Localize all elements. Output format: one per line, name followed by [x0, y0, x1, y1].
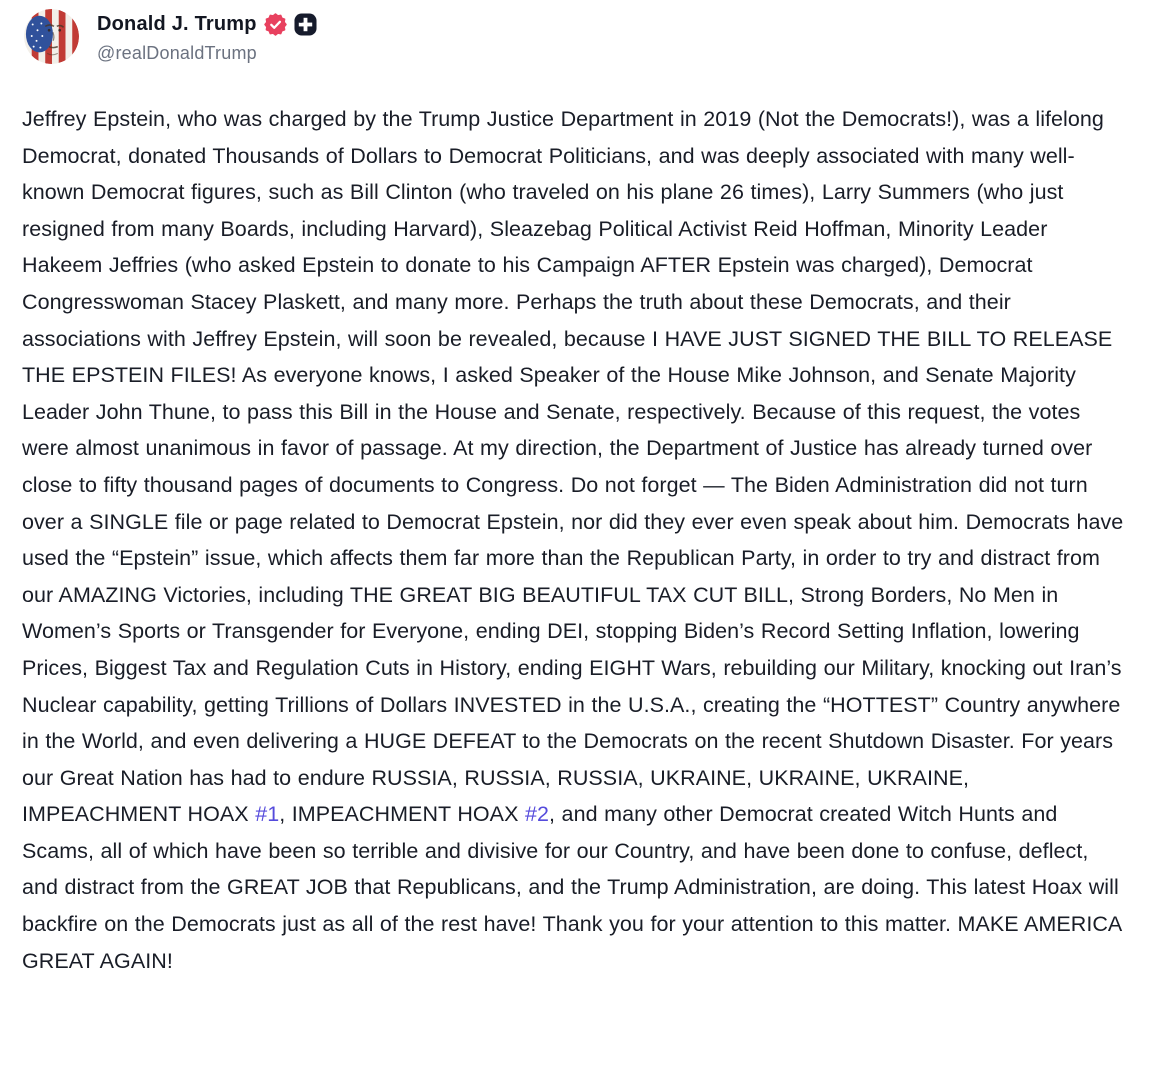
user-handle[interactable]: @realDonaldTrump — [97, 43, 257, 63]
verified-badge-icon — [264, 13, 287, 36]
profile-avatar[interactable] — [24, 9, 79, 64]
flag-face-avatar-image — [24, 9, 79, 64]
post-text-segment-2: , IMPEACHMENT HOAX — [279, 802, 525, 827]
hashtag-link-2[interactable]: #2 — [525, 802, 550, 827]
post-text-segment-3: , and many other Democrat created Witch Hunts and Scams, all of which have been so terrible and divisive for our Country, and have been done to confuse, deflect, and distract from the GREAT JOB that Republicans, and the Trump Administration, are doing. This latest Hoax will backfire on the Democrats just as all of the rest have! Thank you for your attention to this matter. MAKE AMERICA GREAT AGAIN! — [22, 802, 1122, 973]
hashtag-link-1[interactable]: #1 — [255, 802, 280, 827]
plus-badge-icon — [294, 13, 317, 36]
name-row — [97, 13, 317, 36]
header-text — [97, 13, 317, 64]
post-body-text — [0, 101, 1152, 979]
display-name[interactable]: Donald J. Trump — [97, 13, 257, 35]
post-header — [0, 0, 1152, 75]
post-text-segment-1: Jeffrey Epstein, who was charged by the Trump Justice Department in 2019 (Not the Democrats!), was a lifelong Democrat, donated Thousands of Dollars to Democrat Politicians, and was deeply associated with many well-known Democrat figures, such as Bill Clinton (who traveled on his plane 26 times), Larry Summers (who just resigned from many Boards, including Harvard), Sleazebag Political Activist Reid Hoffman, Minority Leader Hakeem Jeffries (who asked Epstein to donate to his Campaign AFTER Epstein was charged), Democrat Congresswoman Stacey Plaskett, and many more. Perhaps the truth about these Democrats, and their associations with Jeffrey Epstein, will soon be revealed, because I HAVE JUST SIGNED THE BILL TO RELEASE THE EPSTEIN FILES! As everyone knows, I asked Speaker of the House Mike Johnson, and Senate Majority Leader John Thune, to pass this Bill in the House and Senate, respectively. Because of this request, the votes were almost unanimous in favor of passage. At my direction, the Department of Justice has already turned over close to fifty thousand pages of documents to Congress. Do not forget — The Biden Administration did not turn over a SINGLE file or page related to Democrat Epstein, nor did they ever even speak about him. Democrats have used the “Epstein” issue, which affects them far more than the Republican Party, in order to try and distract from our AMAZING Victories, including THE GREAT BIG BEAUTIFUL TAX CUT BILL, Strong Borders, No Men in Women’s Sports or Transgender for Everyone, ending DEI, stopping Biden’s Record Setting Inflation, lowering Prices, Biggest Tax and Regulation Cuts in History, ending EIGHT Wars, rebuilding our Military, knocking out Iran’s Nuclear capability, getting Trillions of Dollars INVESTED in the U.S.A., creating the “HOTTEST” Country anywhere in the World, and even delivering a HUGE DEFEAT to the Democrats on the recent Shutdown Disaster. For years our Great Nation has had to endure RUSSIA, RUSSIA, RUSSIA, UKRAINE, UKRAINE, UKRAINE, IMPEACHMENT HOAX — [22, 107, 1124, 827]
